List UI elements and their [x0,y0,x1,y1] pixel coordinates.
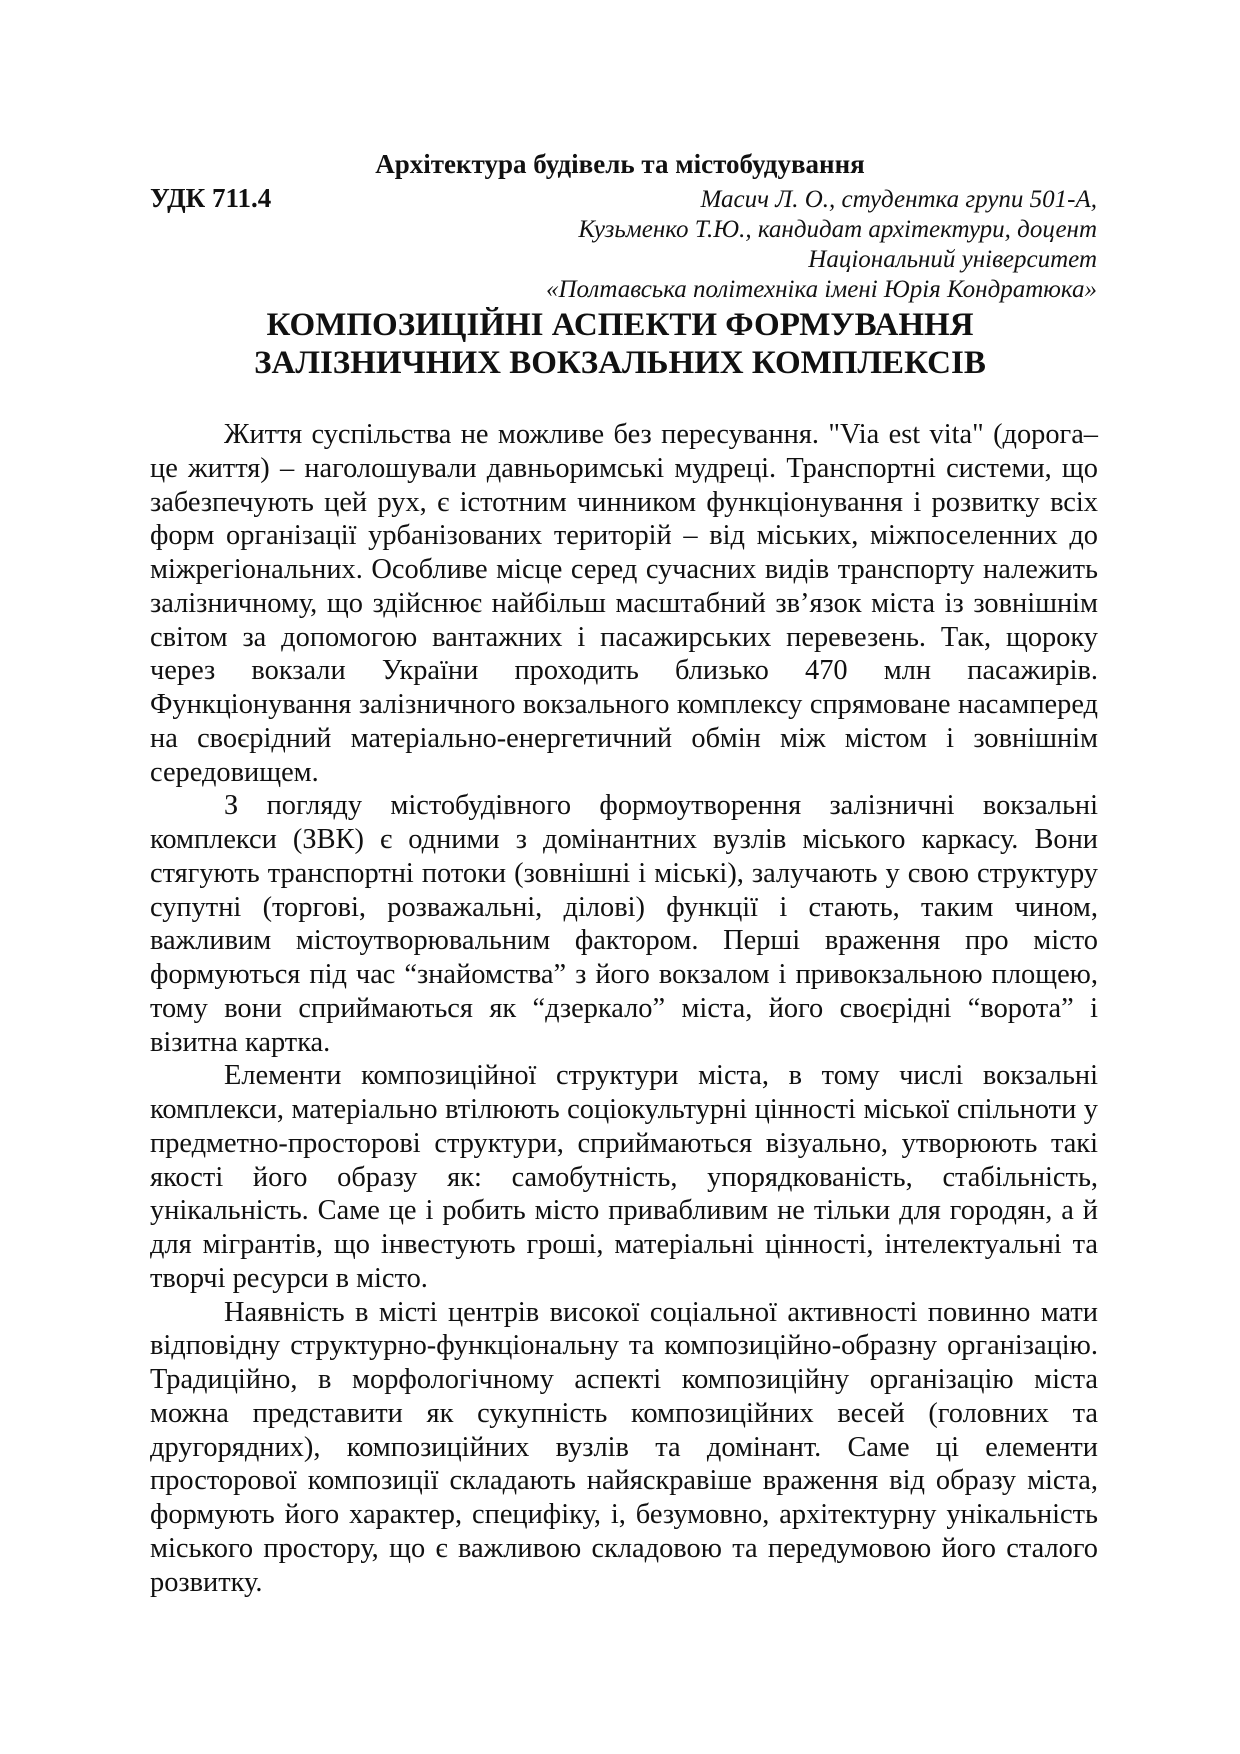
author-block [337,185,1097,305]
author-line-2: Кузьменко Т.Ю., кандидат архітектури, доцент [578,216,1097,243]
section-heading: Архітектура будівель та містобудування [375,149,865,179]
body-paragraph-1: Життя суспільства не можливе без пересування. "Via est vita" (дорога–це життя) – наголошували давньоримські мудреці. Транспортні системи, що забезпечують цей рух, є істотним чинником функціонування і розвитку всіх форм організації урбанізованих територій – від міських, міжпоселенних до міжрегіональних. Особливе місце серед сучасних видів транспорту належить залізничному, що здійснює найбільш масштабний зв’язок міста із зовнішнім світом за допомогою вантажних і пасажирських перевезень. Так, щороку через вокзали України проходить близько 470 млн пасажирів. Функціонування залізничного вокзального комплексу спрямоване насамперед на своєрідний матеріально-енергетичний обмін між містом і зовнішнім середовищем. [150,419,1098,788]
title-line-2: ЗАЛІЗНИЧНИХ ВОКЗАЛЬНИХ КОМПЛЕКСІВ [254,345,986,381]
title-line-1: КОМПОЗИЦІЙНІ АСПЕКТИ ФОРМУВАННЯ [266,307,974,343]
body-paragraph-4: Наявність в місті центрів високої соціальної активності повинно мати відповідну структурно-функціональну та композиційно-образну організацію. Традиційно, в морфологічному аспекті композиційну організацію міста можна представити як сукупність композиційних весей (головних та другорядних), композиційних вузлів та домінант. Саме ці елементи просторової композиції складають найяскравіше враження від образу міста, формують його характер, специфіку, і, безумовно, архітектурну унікальність міського простору, що є важливою складовою та передумовою його сталого розвитку. [150,1296,1098,1598]
author-affiliation-line-1: Національний університет [808,246,1097,273]
author-line-1: Масич Л. О., студентка групи 501-А, [700,186,1097,213]
udk-code: УДК 711.4 [150,183,272,213]
article-body [150,418,1098,1599]
body-paragraph-2: З погляду містобудівного формоутворення залізничні вокзальні комплекси (ЗВК) є одними з домінантних вузлів міського каркасу. Вони стягують транспортні потоки (зовнішні і міські), залучають у свою структуру супутні (торгові, розважальні, ділові) функції і стають, таким чином, важливим містоутворювальним фактором. Перші враження про місто формуються під час “знайомства” з його вокзалом і привокзальною площею, тому вони сприймаються як “дзеркало” міста, його своєрідні “ворота” і візитна картка. [150,790,1098,1058]
body-paragraph-3: Елементи композиційної структури міста, в тому числі вокзальні комплекси, матеріально втілюють соціокультурні цінності міської спільноти у предметно-просторові структури, сприймаються візуально, утворюють такі якості його образу як: самобутність, упорядкованість, стабільність, унікальність. Саме це і робить місто привабливим не тільки для городян, а й для мігрантів, що інвестують гроші, матеріальні цінності, інтелектуальні та творчі ресурси в місто. [150,1060,1098,1294]
article-title [150,306,1090,382]
author-affiliation-line-2: «Полтавська політехніка імені Юрія Кондратюка» [546,276,1097,303]
